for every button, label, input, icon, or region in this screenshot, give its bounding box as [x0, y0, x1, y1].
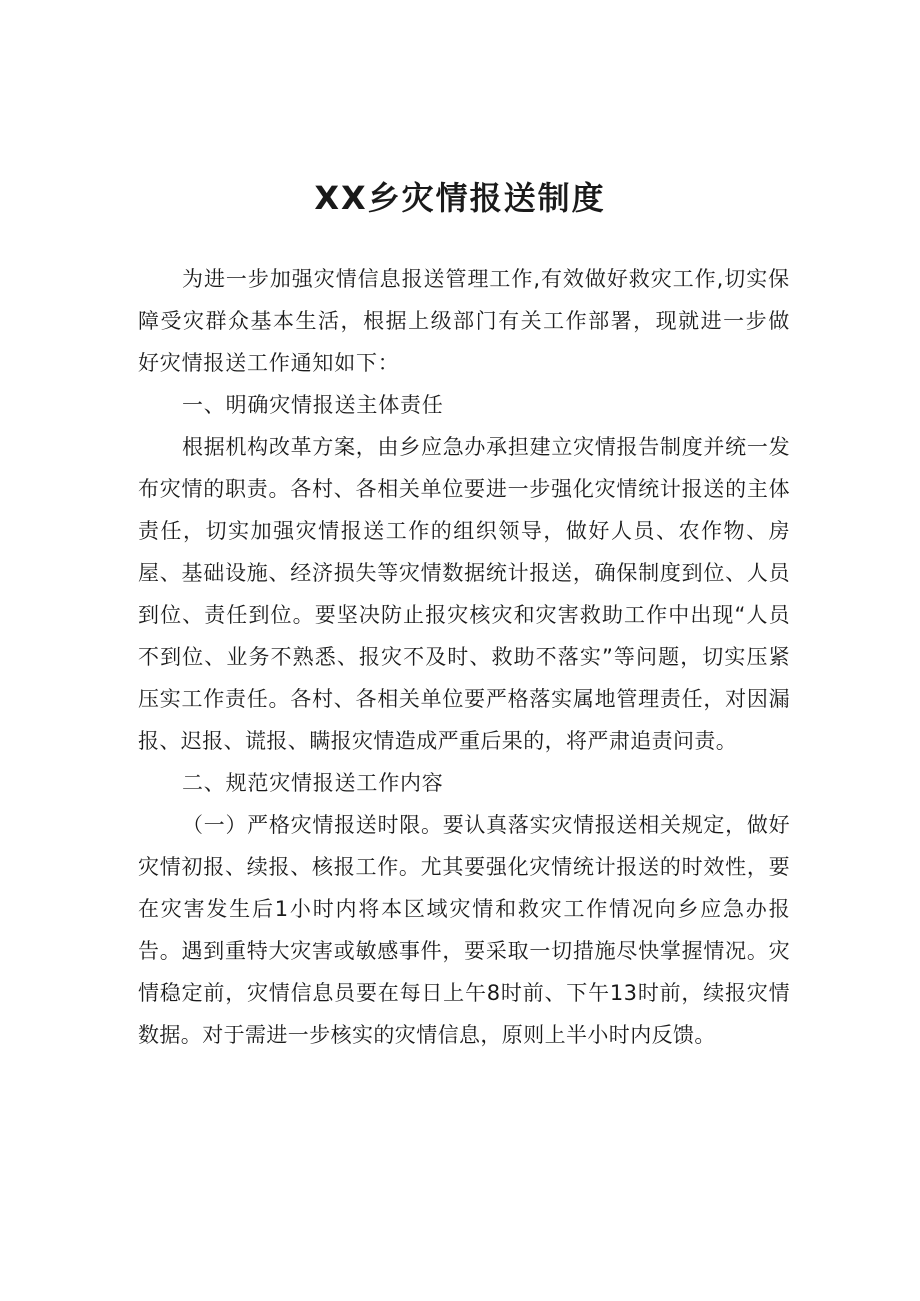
section-1-heading: 一、明确灾情报送主体责任 [182, 393, 444, 417]
section-2-item-1-paragraph: （一）严格灾情报送时限。要认真落实灾情报送相关规定，做好灾情初报、续报、核报工作。尤其要强化灾情统计报送的时效性，要在灾害发生后1小时内将本区域灾情和救灾工作情况向乡应急办报告。遇到重特大灾害或敏感事件，要采取一切措施尽快掌握情况。灾情稳定前，灾情信息员要在每日上午8时前、下午13时前，续报灾情数据。对于需进一步核实的灾情信息，原则上半小时内反馈。 [138, 813, 790, 1047]
document-body [138, 258, 790, 1056]
intro-paragraph: 为进一步加强灾情信息报送管理工作,有效做好救灾工作,切实保障受灾群众基本生活，根据上级部门有关工作部署，现就进一步做好灾情报送工作通知如下： [138, 267, 790, 375]
document-title: XX乡灾情报送制度 [314, 179, 606, 217]
section-2-heading: 二、规范灾情报送工作内容 [182, 771, 444, 795]
section-1-paragraph: 根据机构改革方案，由乡应急办承担建立灾情报告制度并统一发布灾情的职责。各村、各相关单位要进一步强化灾情统计报送的主体责任，切实加强灾情报送工作的组织领导，做好人员、农作物、房屋、基础设施、经济损失等灾情数据统计报送，确保制度到位、人员到位、责任到位。要坚决防止报灾核灾和灾害救助工作中出现“人员不到位、业务不熟悉、报灾不及时、救助不落实”等问题，切实压紧压实工作责任。各村、各相关单位要严格落实属地管理责任，对因漏报、迟报、谎报、瞒报灾情造成严重后果的，将严肃追责问责。 [138, 435, 790, 753]
